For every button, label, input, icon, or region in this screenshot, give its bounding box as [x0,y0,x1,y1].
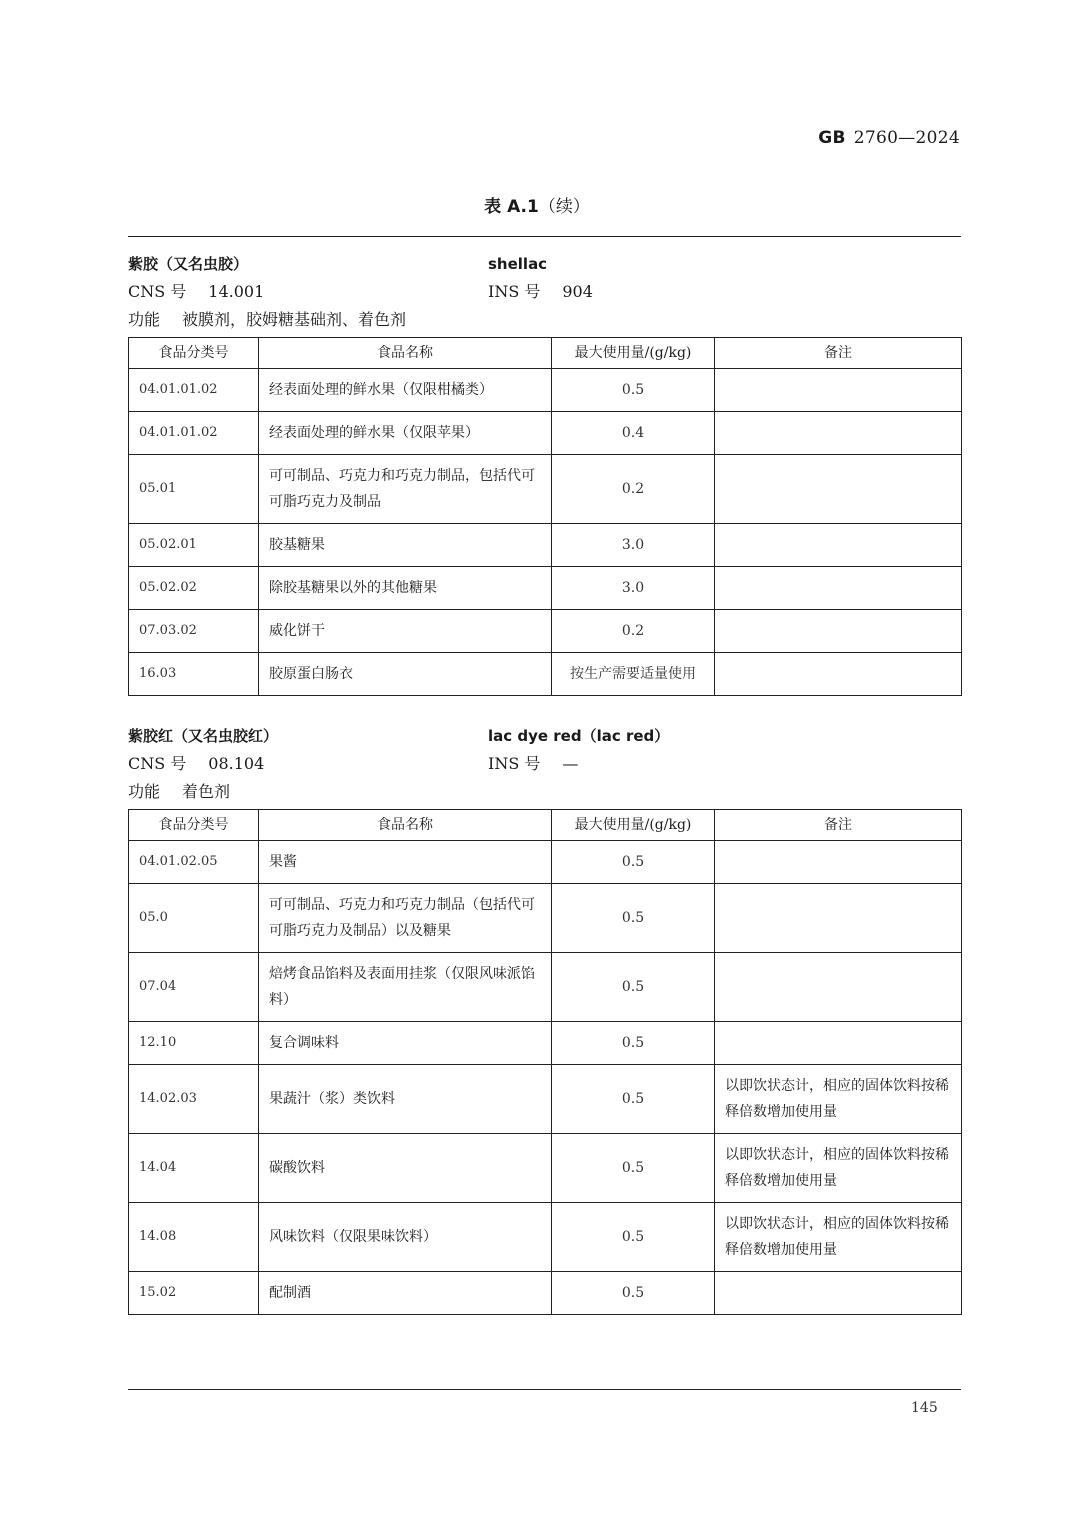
ins-label: INS 号 [488,282,541,301]
cell-name: 配制酒 [259,1272,552,1315]
cell-max: 0.5 [552,1272,715,1315]
additive-function-line [128,306,961,334]
ins-value: — [562,754,579,773]
function-label: 功能 [128,782,161,801]
table-row [129,1134,962,1203]
table-row [129,841,962,884]
ins-value: 904 [562,282,593,301]
table-caption-label: 表 A.1 [484,197,539,217]
page-number: 145 [911,1400,938,1416]
cell-code: 15.02 [129,1272,259,1315]
cell-code: 12.10 [129,1022,259,1065]
cell-name: 胶基糖果 [259,524,552,567]
cell-max: 0.5 [552,884,715,953]
cell-code: 14.08 [129,1203,259,1272]
cell-name: 可可制品、巧克力和巧克力制品（包括代可可脂巧克力及制品）以及糖果 [259,884,552,953]
table-row [129,1272,962,1315]
cell-name: 复合调味料 [259,1022,552,1065]
cell-note [715,1022,962,1065]
cell-max: 3.0 [552,567,715,610]
cell-note [715,841,962,884]
ins-label: INS 号 [488,754,541,773]
additive-codes-line [128,750,961,778]
cell-code: 04.01.02.05 [129,841,259,884]
column-header-name: 食品名称 [259,338,552,369]
cell-code: 05.02.01 [129,524,259,567]
cell-note: 以即饮状态计，相应的固体饮料按稀释倍数增加使用量 [715,1203,962,1272]
cell-max: 0.5 [552,1022,715,1065]
additive-name-cn: 紫胶（又名虫胶） [128,255,249,273]
additive-name-line [128,250,961,278]
cell-max: 0.5 [552,1134,715,1203]
additive-name-line [128,722,961,750]
footer-rule [128,1389,961,1390]
cell-note [715,610,962,653]
cell-code: 04.01.01.02 [129,412,259,455]
cns-value: 08.104 [208,754,265,773]
table-row [129,884,962,953]
cell-code: 14.02.03 [129,1065,259,1134]
table-row [129,1022,962,1065]
additive-name-cn: 紫胶红（又名虫胶红） [128,727,279,745]
usage-table [128,337,962,696]
cell-name: 威化饼干 [259,610,552,653]
table-row [129,1203,962,1272]
cell-code: 04.01.01.02 [129,369,259,412]
cell-code: 07.04 [129,953,259,1022]
column-header-max: 最大使用量/(g/kg) [552,338,715,369]
additive-function-line [128,778,961,806]
cell-name: 经表面处理的鲜水果（仅限苹果） [259,412,552,455]
usage-table [128,809,962,1315]
cell-note: 以即饮状态计，相应的固体饮料按稀释倍数增加使用量 [715,1065,962,1134]
additive-name-en: lac dye red（lac red） [488,727,670,745]
table-header-row [129,338,962,369]
cell-note [715,953,962,1022]
column-header-code: 食品分类号 [129,810,259,841]
column-header-max: 最大使用量/(g/kg) [552,810,715,841]
cell-note [715,412,962,455]
column-header-name: 食品名称 [259,810,552,841]
cell-max: 3.0 [552,524,715,567]
cell-name: 经表面处理的鲜水果（仅限柑橘类） [259,369,552,412]
cell-name: 果酱 [259,841,552,884]
table-row [129,412,962,455]
cns-label: CNS 号 [128,282,187,301]
cell-name: 可可制品、巧克力和巧克力制品，包括代可可脂巧克力及制品 [259,455,552,524]
cell-max: 0.5 [552,1203,715,1272]
standard-number [818,128,960,148]
table-row [129,610,962,653]
cell-name: 果蔬汁（浆）类饮料 [259,1065,552,1134]
table-header-row [129,810,962,841]
cell-name: 风味饮料（仅限果味饮料） [259,1203,552,1272]
cell-max: 0.5 [552,841,715,884]
function-value: 被膜剂，胶姆糖基础剂、着色剂 [182,310,407,329]
table-row [129,524,962,567]
cell-max: 0.5 [552,369,715,412]
cell-note [715,455,962,524]
additive-section-shellac [128,250,961,696]
cell-max: 0.5 [552,953,715,1022]
table-caption [0,192,1074,217]
cell-name: 胶原蛋白肠衣 [259,653,552,696]
function-label: 功能 [128,310,161,329]
cell-code: 05.01 [129,455,259,524]
cell-max: 0.5 [552,1065,715,1134]
table-row [129,369,962,412]
cell-max: 0.2 [552,610,715,653]
additive-codes-line [128,278,961,306]
additive-name-en: shellac [488,255,548,273]
cell-code: 05.0 [129,884,259,953]
cell-max: 0.2 [552,455,715,524]
cell-code: 16.03 [129,653,259,696]
additive-section-lac-dye-red [128,722,961,1315]
cell-name: 焙烤食品馅料及表面用挂浆（仅限风味派馅料） [259,953,552,1022]
cell-note [715,567,962,610]
table-row [129,1065,962,1134]
cell-note [715,1272,962,1315]
cell-name: 碳酸饮料 [259,1134,552,1203]
cell-max: 按生产需要适量使用 [552,653,715,696]
cell-note [715,369,962,412]
table-caption-suffix: （续） [538,197,590,217]
cell-code: 14.04 [129,1134,259,1203]
table-row [129,653,962,696]
cell-note [715,653,962,696]
cell-code: 07.03.02 [129,610,259,653]
standard-prefix: GB [818,128,846,148]
cell-note [715,524,962,567]
standard-code: 2760—2024 [853,128,960,148]
column-header-code: 食品分类号 [129,338,259,369]
function-value: 着色剂 [182,782,231,801]
cns-value: 14.001 [208,282,265,301]
cns-label: CNS 号 [128,754,187,773]
table-row [129,567,962,610]
top-rule [128,236,961,237]
cell-code: 05.02.02 [129,567,259,610]
cell-note [715,884,962,953]
column-header-note: 备注 [715,810,962,841]
cell-note: 以即饮状态计，相应的固体饮料按稀释倍数增加使用量 [715,1134,962,1203]
cell-max: 0.4 [552,412,715,455]
table-row [129,953,962,1022]
column-header-note: 备注 [715,338,962,369]
table-row [129,455,962,524]
cell-name: 除胶基糖果以外的其他糖果 [259,567,552,610]
